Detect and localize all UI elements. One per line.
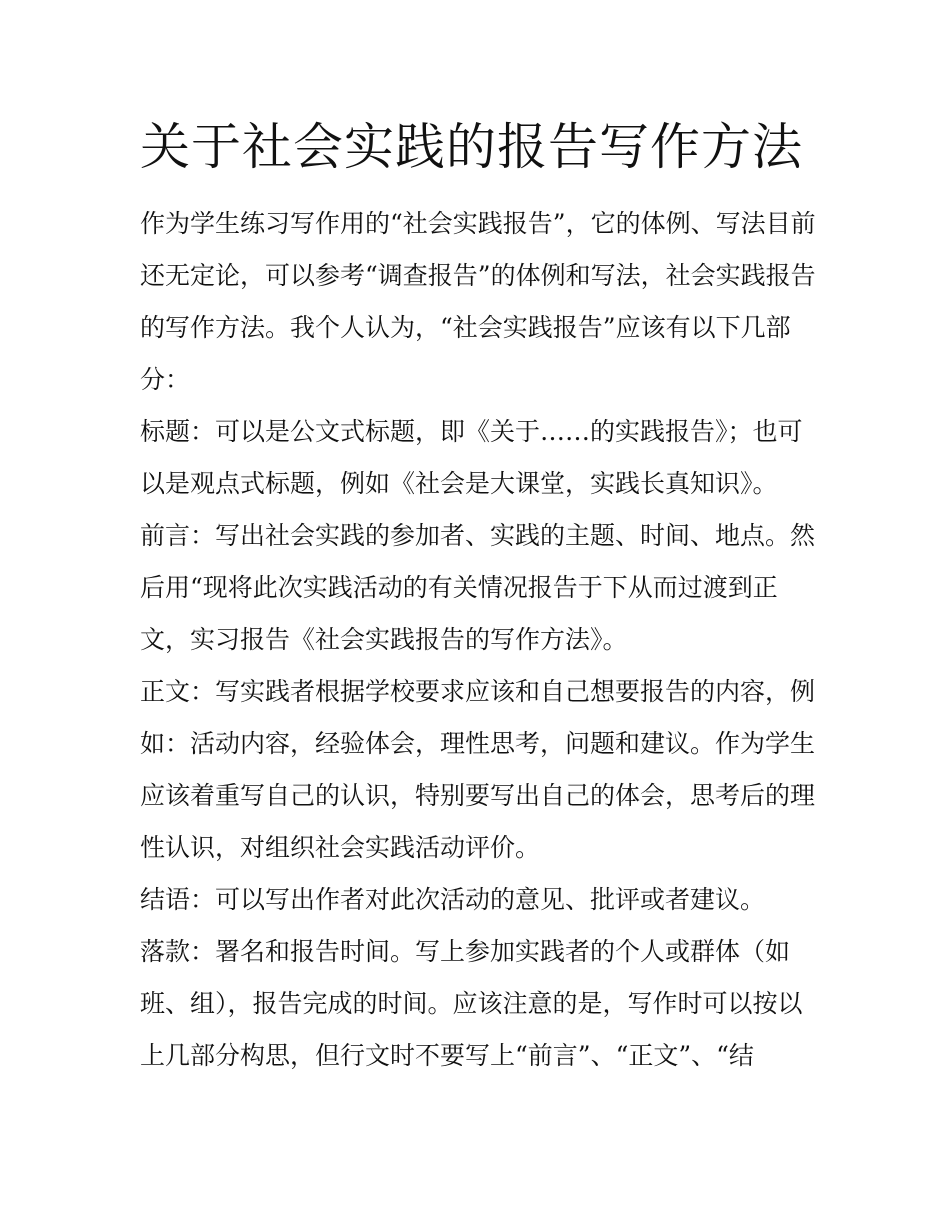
text-line: 应该着重写自己的认识，特别要写出自己的体会，思考后的理	[140, 781, 816, 810]
text-line: 作为学生练习写作用的“社会实践报告”，它的体例、写法目前	[140, 209, 816, 238]
text-line: 如：活动内容，经验体会，理性思考，问题和建议。作为学生	[140, 729, 816, 758]
text-line: 结语：可以写出作者对此次活动的意见、批评或者建议。	[140, 885, 766, 914]
text-line: 后用“现将此次实践活动的有关情况报告于下从而过渡到正	[140, 573, 778, 602]
text-line: 的写作方法。我个人认为，“社会实践报告”应该有以下几部	[140, 313, 791, 342]
text-line: 性认识，对组织社会实践活动评价。	[140, 833, 541, 862]
text-line: 文，实习报告《社会实践报告的写作方法》。	[140, 625, 628, 654]
text-line: 还无定论，可以参考“调查报告”的体例和写法，社会实践报告	[140, 261, 816, 290]
text-line: 标题：可以是公文式标题，即《关于……的实践报告》；也可	[140, 417, 803, 446]
text-line: 正文：写实践者根据学校要求应该和自己想要报告的内容，例	[140, 677, 816, 706]
document-title: 关于社会实践的报告写作方法	[140, 118, 803, 176]
document-body	[140, 198, 830, 1082]
text-line: 前言：写出社会实践的参加者、实践的主题、时间、地点。然	[140, 521, 816, 550]
text-line: 落款：署名和报告时间。写上参加实践者的个人或群体（如	[140, 937, 791, 966]
text-line: 以是观点式标题，例如《社会是大课堂，实践长真知识》。	[140, 469, 778, 498]
text-line: 分：	[140, 365, 191, 394]
text-line: 班、组），报告完成的时间。应该注意的是，写作时可以按以	[140, 989, 803, 1018]
text-line: 上几部分构思，但行文时不要写上“前言”、“正文”、“结	[140, 1041, 754, 1070]
